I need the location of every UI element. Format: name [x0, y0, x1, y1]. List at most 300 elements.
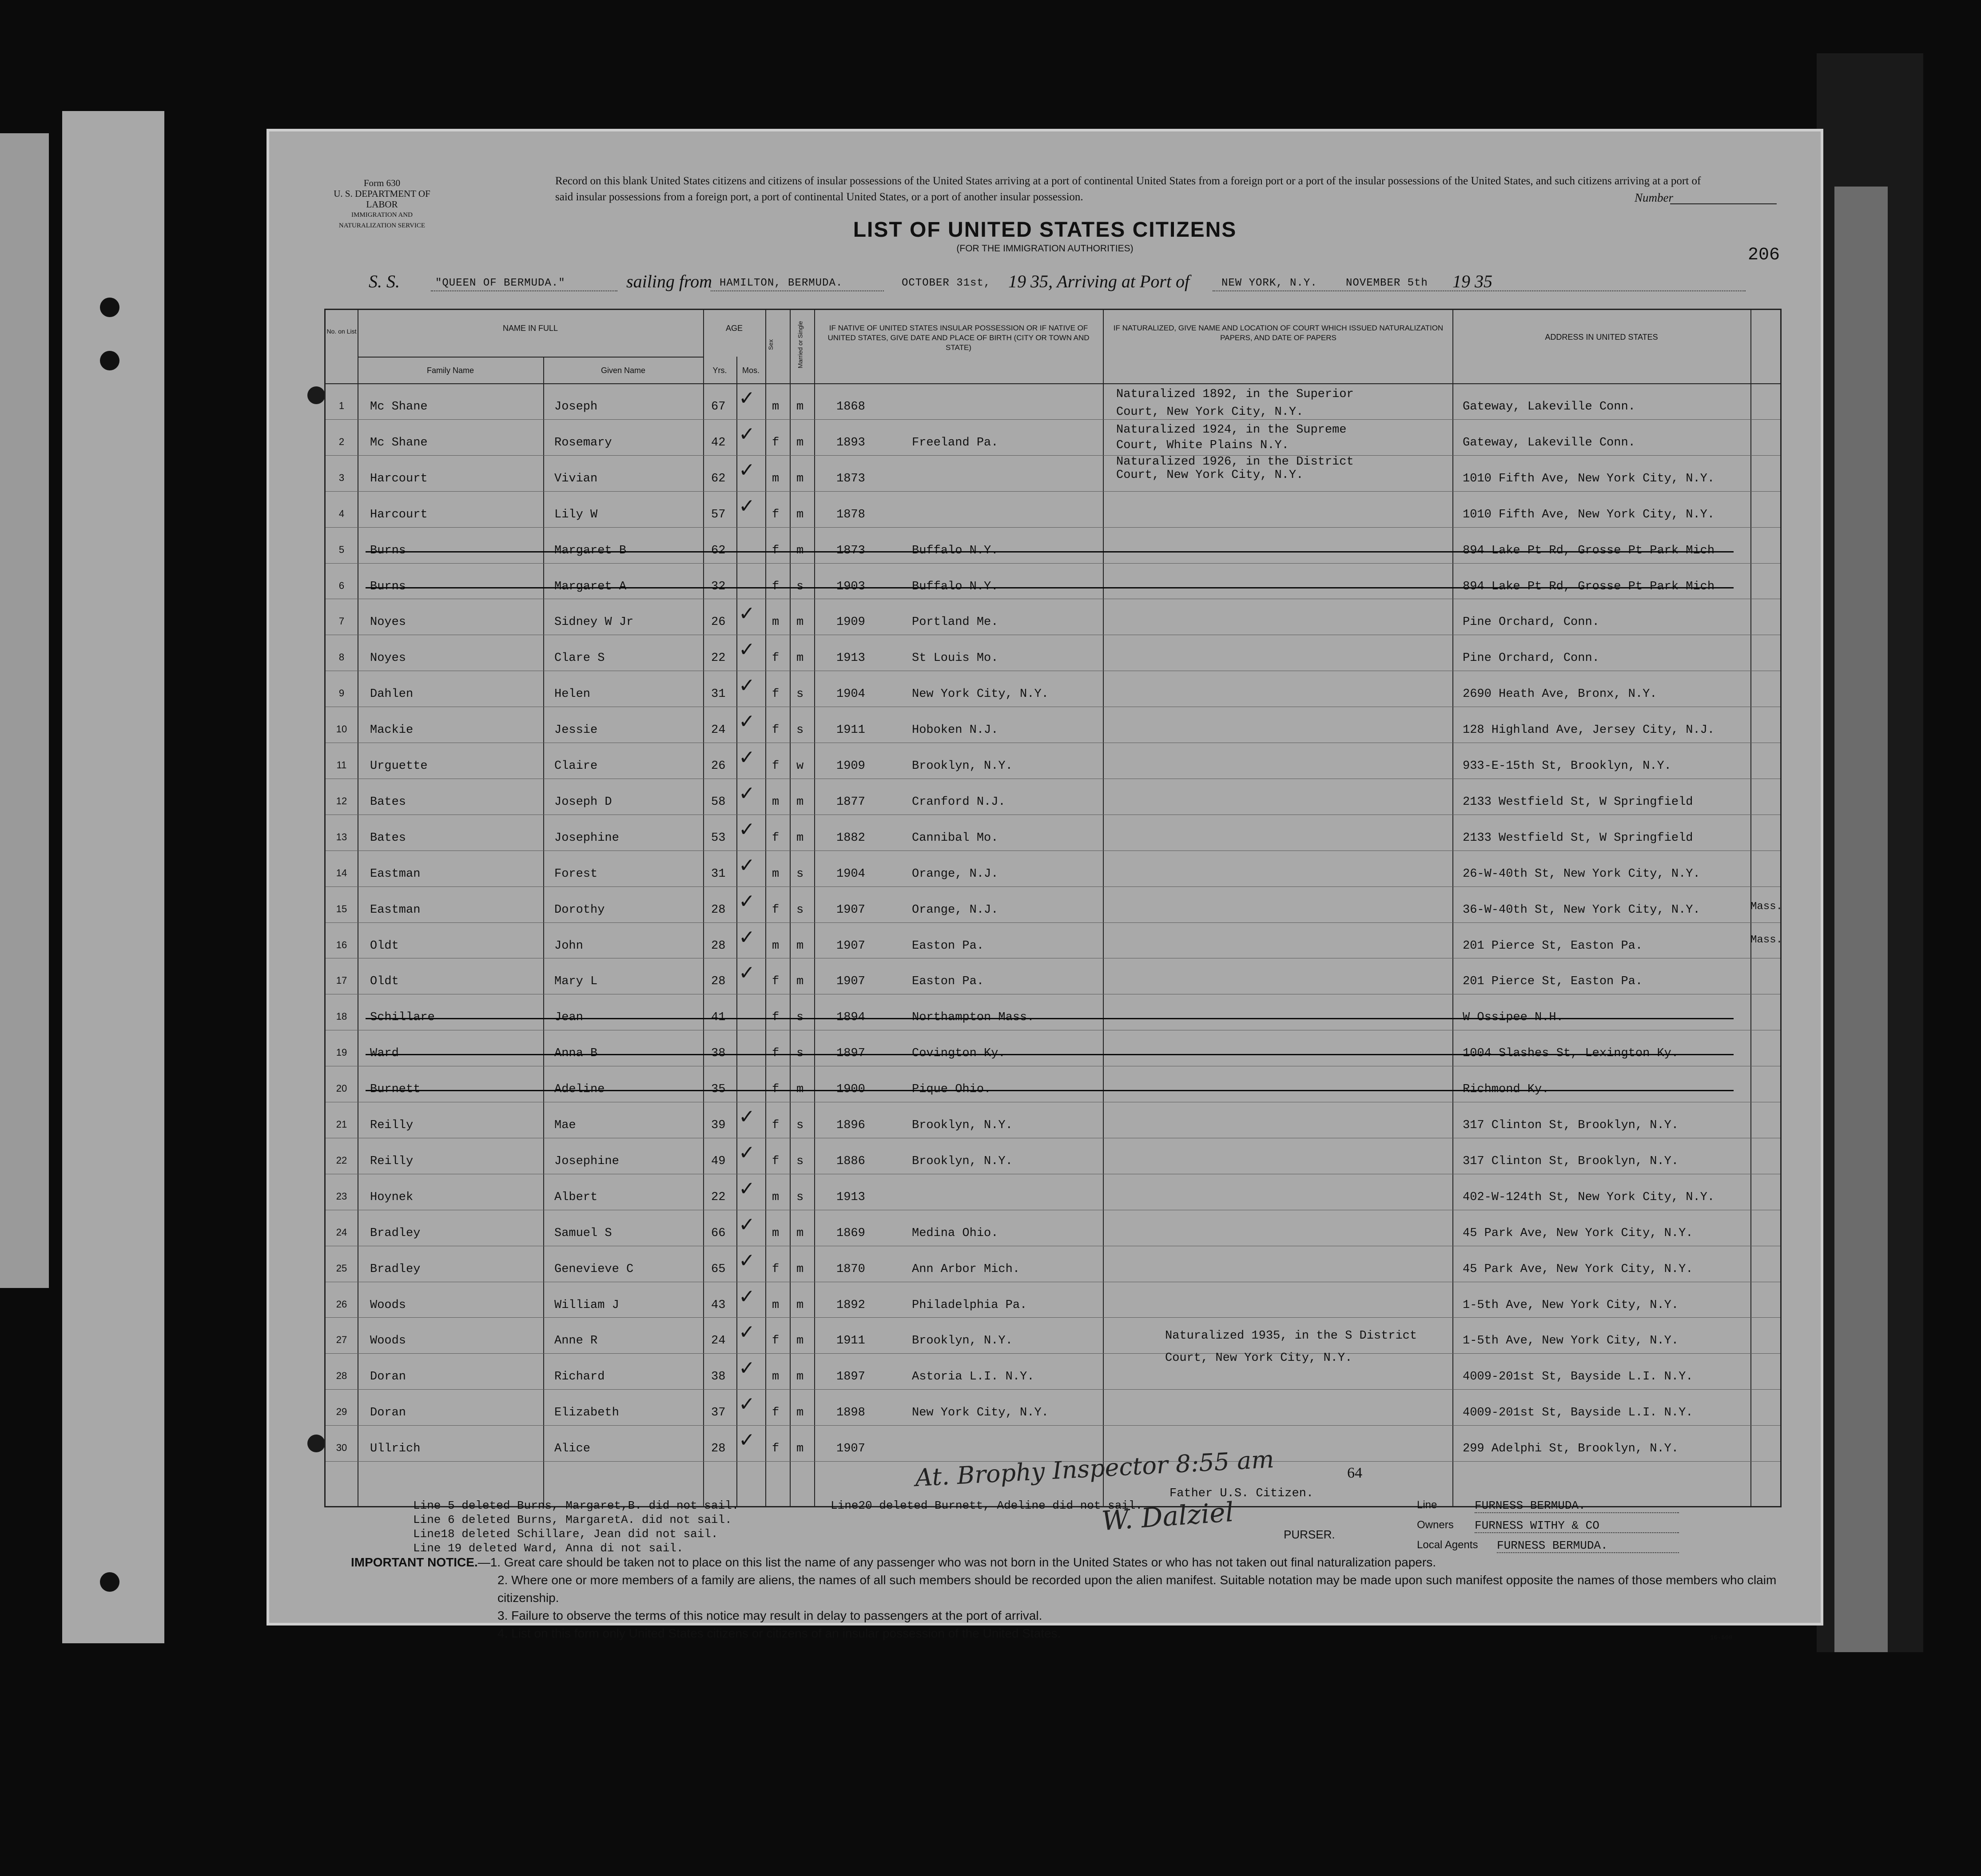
check-mark-icon: ✓: [739, 422, 755, 445]
cell-addr: 4009-201st St, Bayside L.I. N.Y.: [1463, 1370, 1693, 1384]
cell-family: Hoynek: [370, 1190, 414, 1204]
row-divider: [326, 1317, 1780, 1318]
cell-given: Sidney W Jr: [554, 616, 634, 629]
check-mark-icon: ✓: [739, 602, 755, 625]
instructions-text: Record on this blank United States citizens and citizens of insular possessions of the United States arriving at a port of continental United States from a foreign port or a port of the insular possessions of the United States, and such citizens arriving at a port of said insular possessions from a foreign port, a port of continental United States, or a port of another insular possession.: [555, 175, 1701, 203]
cell-sex: f: [772, 1334, 780, 1348]
check-mark-icon: ✓: [739, 890, 755, 913]
line-label: Line: [1417, 1499, 1437, 1511]
cell-age: 32: [711, 580, 726, 593]
cell-no: 20: [336, 1083, 347, 1094]
check-mark-icon: ✓: [739, 1321, 755, 1344]
cell-sex: m: [772, 472, 780, 485]
cell-ms: s: [796, 723, 804, 737]
check-mark-icon: ✓: [739, 962, 755, 985]
cell-no: 21: [336, 1119, 347, 1130]
cell-year: 1911: [836, 723, 865, 737]
cell-place: Medina Ohio.: [912, 1226, 998, 1240]
cell-given: Samuel S: [554, 1226, 612, 1240]
cell-given: Adeline: [554, 1083, 605, 1097]
cell-sex: f: [772, 831, 780, 845]
port-from: HAMILTON, BERMUDA.: [720, 277, 843, 289]
col-birth: IF NATIVE OF UNITED STATES INSULAR POSSESSION OR IF NATIVE OF UNITED STATES, GIVE DATE AND PLACE OF BIRTH (CITY OR TOWN AND STATE): [827, 324, 1090, 352]
strike-through-line: [366, 1018, 1734, 1019]
cell-family: Burnett: [370, 1083, 421, 1097]
cell-ms: m: [796, 400, 804, 413]
cell-year: 1907: [836, 1442, 865, 1456]
cell-sex: f: [772, 975, 780, 989]
cell-place: Pique Ohio.: [912, 1083, 991, 1097]
cell-age: 67: [711, 400, 726, 413]
cell-family: Mc Shane: [370, 400, 428, 413]
service: IMMIGRATION AND NATURALIZATION SERVICE: [338, 211, 426, 229]
nat-note-1: Naturalized 1892, in the Superior: [1116, 388, 1354, 401]
cell-age: 37: [711, 1406, 726, 1420]
sail-year-prefix: 19: [1008, 271, 1026, 291]
arriving-label: , Arriving at Port of: [1048, 271, 1190, 291]
cell-ms: s: [796, 1047, 804, 1061]
cell-family: Urguette: [370, 759, 428, 773]
cell-place: Covington Ky.: [912, 1047, 1006, 1061]
cell-ms: m: [796, 1262, 804, 1276]
cell-addr: W Ossipee N.H.: [1463, 1011, 1563, 1025]
cell-family: Reilly: [370, 1119, 414, 1132]
cell-age: 28: [711, 939, 726, 953]
cell-place: Northampton Mass.: [912, 1011, 1034, 1025]
nat-note-3: Naturalized 1924, in the Supreme: [1116, 423, 1347, 437]
cell-addr: 4009-201st St, Bayside L.I. N.Y.: [1463, 1406, 1693, 1420]
cell-no: 13: [336, 831, 347, 843]
cell-given: Joseph D: [554, 795, 612, 809]
notice-item-2: 2. Where one or more members of a family are aliens, the names of all such members should be recorded upon the alien manifest. Suitable notation may be made upon such manifest opposite the names of those members who claim citizenship.: [497, 1573, 1777, 1605]
cell-ms: m: [796, 472, 804, 485]
row-divider: [326, 1353, 1780, 1354]
cell-sex: f: [772, 1119, 780, 1132]
row-divider: [326, 922, 1780, 923]
cell-year: 1907: [836, 975, 865, 989]
deletion-note-2: Line20 deleted Burnett, Adeline did not sail.: [831, 1499, 1143, 1512]
cell-addr: 45 Park Ave, New York City, N.Y.: [1463, 1262, 1693, 1276]
cell-place: Orange, N.J.: [912, 867, 998, 881]
cell-family: Woods: [370, 1334, 406, 1348]
cell-sex: m: [772, 400, 780, 413]
cell-addr: 933-E-15th St, Brooklyn, N.Y.: [1463, 759, 1671, 773]
cell-place: Buffalo N.Y.: [912, 580, 998, 593]
cell-no: 25: [336, 1262, 347, 1274]
cell-no: 15: [336, 903, 347, 914]
punch-hole: [100, 1572, 119, 1592]
cell-family: Bradley: [370, 1226, 421, 1240]
cell-year: 1896: [836, 1119, 865, 1132]
cell-ms: s: [796, 867, 804, 881]
purser-signature: W. Dalziel: [1100, 1496, 1235, 1537]
cell-given: Forest: [554, 867, 598, 881]
cell-age: 31: [711, 867, 726, 881]
margin-mass-1: Mass.: [1750, 901, 1783, 913]
cell-family: Oldt: [370, 975, 399, 989]
cell-ms: s: [796, 580, 804, 593]
cell-given: Dorothy: [554, 903, 605, 917]
arrive-date: NOVEMBER 5th: [1346, 277, 1428, 289]
notice-item-3: 3. Failure to observe the terms of this notice may result in delay to passengers at the port of arrival.: [497, 1609, 1042, 1622]
nat-note-5: Naturalized 1926, in the District: [1116, 455, 1354, 469]
cell-no: 24: [336, 1226, 347, 1238]
binding-strip: [62, 111, 164, 1643]
cell-family: Bates: [370, 831, 406, 845]
check-mark-icon: ✓: [739, 854, 755, 877]
col-mos: Mos.: [742, 366, 760, 375]
cell-no: 26: [336, 1298, 347, 1310]
check-mark-icon: ✓: [739, 782, 755, 805]
cell-year: 1868: [836, 400, 865, 413]
cell-year: 1892: [836, 1298, 865, 1312]
cell-no: 23: [336, 1190, 347, 1202]
previous-page-edge: [0, 133, 49, 1288]
voyage-line: [369, 271, 1834, 293]
page-title: LIST OF UNITED STATES CITIZENS: [853, 218, 1237, 242]
cell-given: John: [554, 939, 583, 953]
cell-age: 38: [711, 1370, 726, 1384]
cell-addr: 128 Highland Ave, Jersey City, N.J.: [1463, 723, 1715, 737]
cell-given: Jean: [554, 1011, 583, 1025]
cell-place: Brooklyn, N.Y.: [912, 1154, 1013, 1168]
cell-given: Anne R: [554, 1334, 598, 1348]
cell-given: Claire: [554, 759, 598, 773]
cell-age: 26: [711, 759, 726, 773]
cell-given: Joseph: [554, 400, 598, 413]
row-divider: [326, 491, 1780, 492]
punch-hole: [100, 351, 119, 370]
col-naturalized: IF NATURALIZED, GIVE NAME AND LOCATION OF COURT WHICH ISSUED NATURALIZATION PAPERS, AND DATE OF PAPERS: [1113, 324, 1444, 342]
cell-family: Reilly: [370, 1154, 414, 1168]
check-mark-icon: ✓: [739, 926, 755, 949]
cell-age: 38: [711, 1047, 726, 1061]
cell-year: 1907: [836, 903, 865, 917]
cell-sex: f: [772, 1262, 780, 1276]
cell-ms: m: [796, 508, 804, 521]
cell-ms: m: [796, 1083, 804, 1097]
nat-note-6: Court, New York City, N.Y.: [1116, 469, 1304, 482]
cell-addr: 26-W-40th St, New York City, N.Y.: [1463, 867, 1700, 881]
cell-year: 1903: [836, 580, 865, 593]
cell-age: 24: [711, 1334, 726, 1348]
ss-label: S. S.: [369, 271, 400, 291]
cell-sex: m: [772, 867, 780, 881]
cell-addr: 36-W-40th St, New York City, N.Y.: [1463, 903, 1700, 917]
cell-family: Ward: [370, 1047, 399, 1061]
page-number: 206: [1748, 245, 1780, 265]
cell-no: 16: [336, 939, 347, 950]
cell-family: Bradley: [370, 1262, 421, 1276]
cell-given: Margaret B: [554, 544, 627, 557]
cell-sex: f: [772, 508, 780, 521]
cell-age: 28: [711, 975, 726, 989]
cell-addr: 45 Park Ave, New York City, N.Y.: [1463, 1226, 1693, 1240]
cell-no: 19: [336, 1047, 347, 1058]
check-mark-icon: ✓: [739, 1105, 755, 1128]
cell-addr: 402-W-124th St, New York City, N.Y.: [1463, 1190, 1715, 1204]
cell-year: 1900: [836, 1083, 865, 1097]
cell-family: Eastman: [370, 867, 421, 881]
cell-age: 53: [711, 831, 726, 845]
cell-age: 65: [711, 1262, 726, 1276]
strike-through-line: [366, 1054, 1734, 1055]
col-name-in-full: NAME IN FULL: [502, 324, 558, 333]
cell-year: 1904: [836, 688, 865, 701]
cell-place: Easton Pa.: [912, 939, 984, 953]
manifest-page: [267, 129, 1823, 1642]
check-mark-icon: ✓: [739, 638, 755, 661]
cell-ms: m: [796, 616, 804, 629]
nat-note-7: Naturalized 1935, in the S District: [1165, 1329, 1417, 1343]
form-number: Form 630: [363, 178, 401, 188]
deletion-note-1: Line 5 deleted Burns, Margaret,B. did not sail.: [413, 1499, 739, 1512]
cell-ms: m: [796, 1406, 804, 1420]
cell-sex: f: [772, 1011, 780, 1025]
cell-addr: Gateway, Lakeville Conn.: [1463, 436, 1635, 449]
cell-place: Orange, N.J.: [912, 903, 998, 917]
cell-addr: 1010 Fifth Ave, New York City, N.Y.: [1463, 508, 1715, 521]
cell-given: Mae: [554, 1119, 576, 1132]
notice-item-1: —1. Great care should be taken not to place on this list the name of any passenger who was not born in the United States or who has not taken out final naturalization papers.: [477, 1555, 1436, 1569]
notice-item-4: 4. List on this form only United States citizens or citizens of an insular possession of the United States.: [497, 1626, 1061, 1640]
cell-year: 1913: [836, 1190, 865, 1204]
agents-label: Local Agents: [1417, 1539, 1478, 1551]
check-mark-icon: ✓: [739, 494, 755, 517]
cell-sex: f: [772, 688, 780, 701]
strike-through-line: [366, 1090, 1734, 1091]
cell-place: Cannibal Mo.: [912, 831, 998, 845]
cell-family: Doran: [370, 1370, 406, 1384]
cell-given: William J: [554, 1298, 619, 1312]
cell-year: 1911: [836, 1334, 865, 1348]
cell-given: Lily W: [554, 508, 598, 521]
cell-family: Burns: [370, 580, 406, 593]
port-to: NEW YORK, N.Y.: [1221, 277, 1317, 289]
sail-year: 35: [1030, 271, 1048, 291]
cell-given: Helen: [554, 688, 591, 701]
cell-sex: f: [772, 1406, 780, 1420]
cell-no: 7: [338, 616, 345, 627]
cell-year: 1873: [836, 544, 865, 557]
row-divider: [326, 1425, 1780, 1426]
punch-hole: [307, 1435, 325, 1452]
strike-through-line: [366, 551, 1734, 552]
cell-addr: 2133 Westfield St, W Springfield: [1463, 831, 1693, 845]
cell-sex: f: [772, 1047, 780, 1061]
cell-no: 11: [336, 759, 347, 771]
cell-sex: f: [772, 903, 780, 917]
col-no: No. on List: [326, 328, 357, 335]
cell-year: 1909: [836, 616, 865, 629]
cell-ms: m: [796, 436, 804, 449]
cell-given: Richard: [554, 1370, 605, 1384]
cell-family: Ullrich: [370, 1442, 421, 1456]
check-mark-icon: ✓: [739, 1285, 755, 1308]
cell-place: Cranford N.J.: [912, 795, 1006, 809]
cell-age: 31: [711, 688, 726, 701]
check-mark-icon: ✓: [739, 1393, 755, 1416]
cell-no: 28: [336, 1370, 347, 1382]
cell-year: 1869: [836, 1226, 865, 1240]
col-sex: Sex: [767, 339, 775, 350]
arrive-year-prefix: 19: [1452, 271, 1470, 291]
inspector-note: At. Brophy Inspector 8:55 am: [914, 1445, 1275, 1492]
cell-family: Harcourt: [370, 508, 428, 521]
cell-family: Mc Shane: [370, 436, 428, 449]
cell-age: 35: [711, 1083, 726, 1097]
notice-lead: IMPORTANT NOTICE.: [351, 1555, 478, 1569]
check-mark-icon: ✓: [739, 818, 755, 841]
nat-note-4: Court, White Plains N.Y.: [1116, 439, 1289, 452]
cell-year: 1913: [836, 652, 865, 665]
cell-no: 27: [336, 1334, 347, 1346]
cell-ms: m: [796, 544, 804, 557]
cell-family: Harcourt: [370, 472, 428, 485]
cell-sex: f: [772, 723, 780, 737]
cell-year: 1909: [836, 759, 865, 773]
cell-ms: m: [796, 1370, 804, 1384]
cell-given: Elizabeth: [554, 1406, 619, 1420]
cell-family: Burns: [370, 544, 406, 557]
cell-sex: f: [772, 759, 780, 773]
cell-ms: m: [796, 1442, 804, 1456]
check-mark-icon: ✓: [739, 710, 755, 733]
col-age: AGE: [725, 324, 743, 333]
cell-sex: m: [772, 1370, 780, 1384]
col-married: Married or Single: [796, 321, 804, 369]
cell-family: Doran: [370, 1406, 406, 1420]
row-divider: [326, 455, 1780, 456]
cell-sex: m: [772, 1226, 780, 1240]
check-mark-icon: ✓: [739, 1249, 755, 1272]
cell-year: 1893: [836, 436, 865, 449]
cell-no: 1: [338, 400, 345, 411]
cell-sex: m: [772, 1190, 780, 1204]
cell-given: Josephine: [554, 1154, 619, 1168]
check-mark-icon: ✓: [739, 1141, 755, 1164]
check-mark-icon: ✓: [739, 458, 755, 481]
check-mark-icon: ✓: [739, 1429, 755, 1452]
col-given: Given Name: [601, 366, 646, 375]
cell-age: 43: [711, 1298, 726, 1312]
cell-sex: f: [772, 580, 780, 593]
cell-addr: Richmond Ky.: [1463, 1083, 1549, 1097]
cell-family: Oldt: [370, 939, 399, 953]
cell-place: New York City, N.Y.: [912, 688, 1049, 701]
cell-year: 1894: [836, 1011, 865, 1025]
cell-addr: Pine Orchard, Conn.: [1463, 616, 1599, 629]
cell-age: 28: [711, 903, 726, 917]
cell-no: 3: [338, 472, 345, 483]
cell-addr: Pine Orchard, Conn.: [1463, 652, 1599, 665]
check-mark-icon: ✓: [739, 1177, 755, 1200]
cell-given: Jessie: [554, 723, 598, 737]
cell-ms: m: [796, 795, 804, 809]
cell-year: 1904: [836, 867, 865, 881]
cell-addr: 1-5th Ave, New York City, N.Y.: [1463, 1298, 1679, 1312]
cell-year: 1898: [836, 1406, 865, 1420]
page-subtitle: (FOR THE IMMIGRATION AUTHORITIES): [956, 243, 1134, 254]
line-value: FURNESS BERMUDA.: [1475, 1499, 1679, 1513]
cell-no: 29: [336, 1406, 347, 1418]
cell-sex: f: [772, 436, 780, 449]
cell-family: Dahlen: [370, 688, 414, 701]
cell-ms: m: [796, 939, 804, 953]
cell-sex: f: [772, 652, 780, 665]
cell-addr: 894 Lake Pt Rd, Grosse Pt Park Mich: [1463, 580, 1715, 593]
cell-place: Buffalo N.Y.: [912, 544, 998, 557]
passenger-table: [324, 309, 1782, 1507]
check-mark-icon: ✓: [739, 387, 755, 409]
cell-age: 62: [711, 544, 726, 557]
cell-sex: m: [772, 795, 780, 809]
cell-no: 12: [336, 795, 347, 807]
cell-given: Alice: [554, 1442, 591, 1456]
cell-addr: 1-5th Ave, New York City, N.Y.: [1463, 1334, 1679, 1348]
cell-given: Josephine: [554, 831, 619, 845]
cell-addr: 201 Pierce St, Easton Pa.: [1463, 975, 1643, 989]
cell-family: Bates: [370, 795, 406, 809]
punch-hole: [100, 298, 119, 317]
cell-no: 18: [336, 1011, 347, 1022]
cell-addr: 317 Clinton St, Brooklyn, N.Y.: [1463, 1154, 1679, 1168]
cell-family: Schillare: [370, 1011, 435, 1025]
check-mark-icon: ✓: [739, 674, 755, 697]
cell-ms: s: [796, 1154, 804, 1168]
cell-no: 10: [336, 723, 347, 735]
cell-year: 1877: [836, 795, 865, 809]
count-note: 64: [1347, 1465, 1362, 1481]
cell-addr: Gateway, Lakeville Conn.: [1463, 400, 1635, 413]
check-mark-icon: ✓: [739, 746, 755, 769]
cell-given: Anna B: [554, 1047, 598, 1061]
cell-given: Albert: [554, 1190, 598, 1204]
cell-place: Hoboken N.J.: [912, 723, 998, 737]
row-divider: [326, 563, 1780, 564]
cell-place: New York City, N.Y.: [912, 1406, 1049, 1420]
cell-ms: m: [796, 1334, 804, 1348]
deletion-note-4: Line18 deleted Schillare, Jean did not sail.: [413, 1527, 718, 1541]
cell-given: Rosemary: [554, 436, 612, 449]
col-family: Family Name: [426, 366, 474, 375]
cell-place: Philadelphia Pa.: [912, 1298, 1027, 1312]
cell-addr: 1010 Fifth Ave, New York City, N.Y.: [1463, 472, 1715, 485]
cell-ms: s: [796, 1190, 804, 1204]
cell-no: 30: [336, 1442, 347, 1454]
form-code: 16-608: [1710, 1634, 1733, 1642]
cell-place: Brooklyn, N.Y.: [912, 1119, 1013, 1132]
cell-ms: m: [796, 1226, 804, 1240]
cell-age: 41: [711, 1011, 726, 1025]
cell-sex: m: [772, 1298, 780, 1312]
col-address: ADDRESS IN UNITED STATES: [1545, 333, 1658, 342]
deletion-note-3: Line 6 deleted Burns, MargaretA. did not sail.: [413, 1513, 732, 1526]
cell-age: 28: [711, 1442, 726, 1456]
cell-sex: f: [772, 1083, 780, 1097]
cell-addr: 201 Pierce St, Easton Pa.: [1463, 939, 1643, 953]
cell-year: 1878: [836, 508, 865, 521]
cell-age: 49: [711, 1154, 726, 1168]
cell-age: 39: [711, 1119, 726, 1132]
department: U. S. DEPARTMENT OF LABOR: [334, 188, 430, 210]
cell-ms: m: [796, 975, 804, 989]
cell-ms: s: [796, 1011, 804, 1025]
cell-no: 17: [336, 975, 347, 986]
cell-no: 8: [338, 652, 345, 663]
cell-place: Freeland Pa.: [912, 436, 998, 449]
cell-addr: 2133 Westfield St, W Springfield: [1463, 795, 1693, 809]
